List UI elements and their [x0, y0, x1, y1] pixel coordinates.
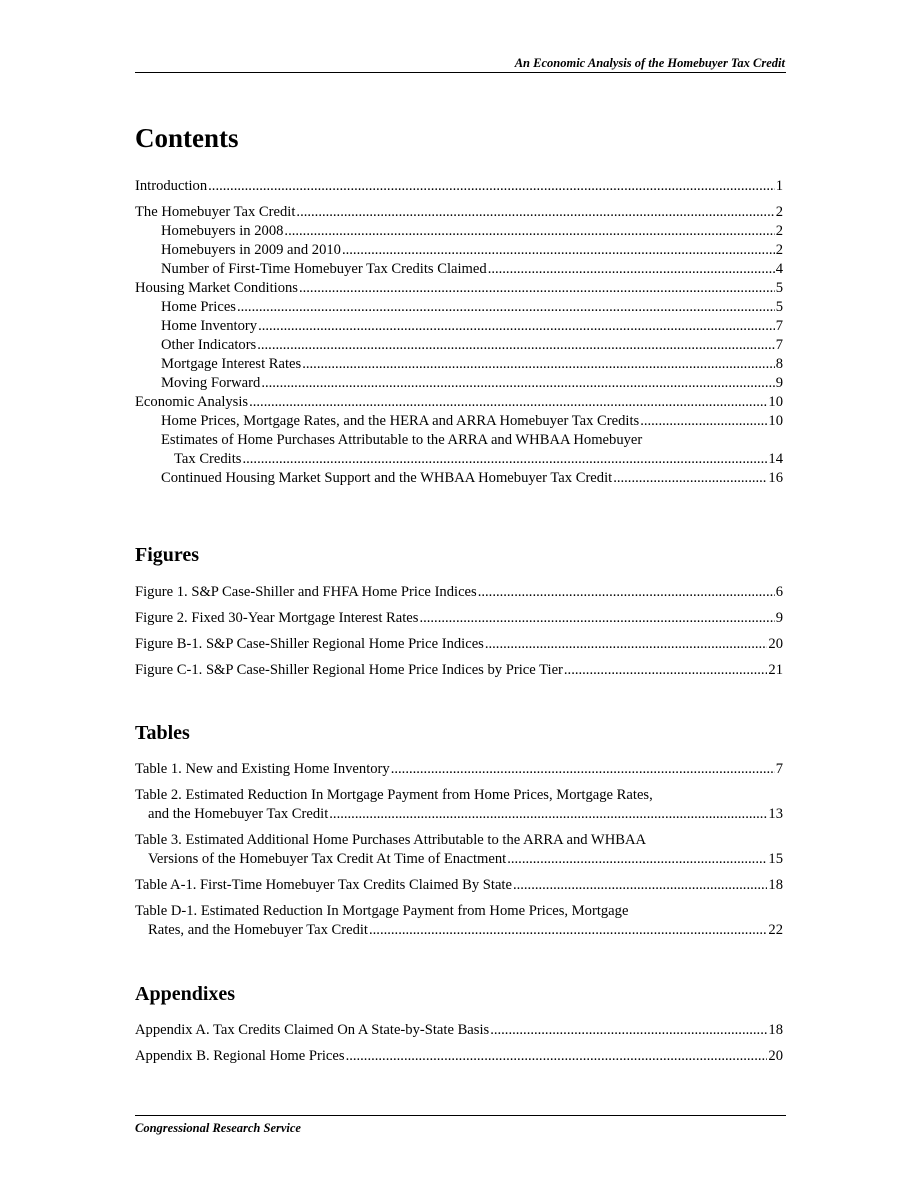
toc-page: 18 — [768, 1022, 783, 1038]
contents-heading: Contents — [135, 123, 239, 153]
toc-entry[interactable] — [135, 469, 783, 488]
toc-entry[interactable] — [135, 317, 783, 336]
leader-dots — [346, 1047, 768, 1066]
leader-dots — [296, 203, 774, 222]
toc-label: Home Prices — [161, 299, 236, 315]
leader-dots — [369, 921, 767, 940]
toc-page: 1 — [775, 178, 783, 194]
leader-dots — [513, 876, 767, 895]
leader-dots — [391, 760, 775, 779]
toc-page: 13 — [768, 806, 783, 822]
toc-label-line1: Table 3. Estimated Additional Home Purchases Attributable to the ARRA and WHBAA — [135, 832, 647, 848]
toc-page: 7 — [775, 318, 783, 334]
table-entry[interactable] — [135, 760, 783, 779]
toc-label: Figure C-1. S&P Case-Shiller Regional Home Price Indices by Price Tier — [135, 662, 563, 678]
toc-page: 10 — [768, 394, 783, 410]
toc-page: 16 — [768, 470, 783, 486]
toc-page: 20 — [768, 636, 783, 652]
toc-entry[interactable] — [135, 374, 783, 393]
toc-entry[interactable] — [135, 222, 783, 241]
contents-list — [135, 177, 783, 488]
toc-entry[interactable] — [135, 431, 783, 469]
toc-label: Homebuyers in 2009 and 2010 — [161, 242, 341, 258]
toc-label: Table A-1. First-Time Homebuyer Tax Credits Claimed By State — [135, 877, 512, 893]
table-entry[interactable] — [135, 831, 783, 869]
toc-entry[interactable] — [135, 355, 783, 374]
leader-dots — [284, 222, 774, 241]
toc-page: 7 — [775, 337, 783, 353]
toc-entry[interactable] — [135, 279, 783, 298]
toc-page: 5 — [775, 299, 783, 315]
figure-entry[interactable] — [135, 583, 783, 602]
toc-label: Figure B-1. S&P Case-Shiller Regional Home Price Indices — [135, 636, 484, 652]
toc-page: 4 — [775, 261, 783, 277]
toc-page: 9 — [775, 375, 783, 391]
table-entry[interactable] — [135, 786, 783, 824]
toc-entry[interactable] — [135, 177, 783, 196]
leader-dots — [249, 393, 767, 412]
toc-label: Continued Housing Market Support and the WHBAA Homebuyer Tax Credit — [161, 470, 613, 486]
toc-page: 15 — [768, 851, 783, 867]
toc-label: Home Prices, Mortgage Rates, and the HERA and ARRA Homebuyer Tax Credits — [161, 413, 640, 429]
toc-label-line2: Versions of the Homebuyer Tax Credit At Time of Enactment — [148, 851, 507, 867]
toc-label: Table 1. New and Existing Home Inventory — [135, 761, 390, 777]
toc-entry[interactable] — [135, 260, 783, 279]
toc-page: 18 — [768, 877, 783, 893]
toc-entry[interactable] — [135, 393, 783, 412]
toc-label-line2: and the Homebuyer Tax Credit — [148, 806, 329, 822]
toc-label: Housing Market Conditions — [135, 280, 298, 296]
leader-dots — [419, 609, 774, 628]
appendix-entry[interactable] — [135, 1021, 783, 1040]
toc-page: 7 — [775, 761, 783, 777]
leader-dots — [242, 450, 767, 469]
toc-label: Other Indicators — [161, 337, 257, 353]
leader-dots — [488, 260, 775, 279]
toc-page: 6 — [775, 584, 783, 600]
leader-dots — [237, 298, 775, 317]
leader-dots — [342, 241, 775, 260]
appendixes-list — [135, 1021, 783, 1066]
header-rule — [135, 72, 786, 73]
toc-page: 9 — [775, 610, 783, 626]
toc-label: The Homebuyer Tax Credit — [135, 204, 296, 220]
toc-page: 2 — [775, 204, 783, 220]
leader-dots — [208, 177, 775, 196]
toc-page: 2 — [775, 242, 783, 258]
toc-label-line1: Estimates of Home Purchases Attributable to the ARRA and WHBAA Homebuyer — [161, 432, 643, 448]
tables-list — [135, 760, 783, 940]
toc-label-line1: Table D-1. Estimated Reduction In Mortgage Payment from Home Prices, Mortgage — [135, 903, 629, 919]
leader-dots — [564, 661, 768, 680]
tables-heading: Tables — [135, 722, 190, 744]
toc-label-line1: Table 2. Estimated Reduction In Mortgage Payment from Home Prices, Mortgage Rates, — [135, 787, 653, 803]
toc-page: 22 — [768, 922, 783, 938]
toc-label: Mortgage Interest Rates — [161, 356, 302, 372]
figure-entry[interactable] — [135, 609, 783, 628]
figure-entry[interactable] — [135, 635, 783, 654]
figures-list — [135, 583, 783, 680]
toc-label-line2: Tax Credits — [174, 451, 242, 467]
leader-dots — [490, 1021, 767, 1040]
toc-label: Economic Analysis — [135, 394, 249, 410]
toc-label: Home Inventory — [161, 318, 258, 334]
toc-entry[interactable] — [135, 412, 783, 431]
toc-entry[interactable] — [135, 298, 783, 317]
toc-label: Appendix B. Regional Home Prices — [135, 1048, 345, 1064]
toc-page: 5 — [775, 280, 783, 296]
appendixes-heading: Appendixes — [135, 983, 236, 1005]
leader-dots — [258, 317, 775, 336]
toc-entry[interactable] — [135, 203, 783, 222]
appendix-entry[interactable] — [135, 1047, 783, 1066]
toc-page: 14 — [768, 451, 783, 467]
table-entry[interactable] — [135, 876, 783, 895]
leader-dots — [485, 635, 768, 654]
toc-label: Moving Forward — [161, 375, 261, 391]
footer-rule — [135, 1115, 786, 1116]
toc-page: 21 — [768, 662, 783, 678]
figures-heading: Figures — [135, 544, 200, 566]
leader-dots — [257, 336, 774, 355]
leader-dots — [302, 355, 774, 374]
toc-page: 10 — [768, 413, 783, 429]
leader-dots — [329, 805, 767, 824]
leader-dots — [640, 412, 767, 431]
running-header: An Economic Analysis of the Homebuyer Tax Credit — [514, 56, 785, 70]
toc-label-line2: Rates, and the Homebuyer Tax Credit — [148, 922, 368, 938]
toc-label: Appendix A. Tax Credits Claimed On A State-by-State Basis — [135, 1022, 490, 1038]
toc-page: 20 — [768, 1048, 783, 1064]
leader-dots — [478, 583, 775, 602]
toc-page: 2 — [775, 223, 783, 239]
toc-page: 8 — [775, 356, 783, 372]
leader-dots — [507, 850, 767, 869]
leader-dots — [613, 469, 767, 488]
running-footer: Congressional Research Service — [135, 1121, 301, 1135]
toc-entry[interactable] — [135, 336, 783, 355]
toc-label: Figure 2. Fixed 30-Year Mortgage Interest Rates — [135, 610, 419, 626]
toc-label: Figure 1. S&P Case-Shiller and FHFA Home Price Indices — [135, 584, 477, 600]
toc-label: Homebuyers in 2008 — [161, 223, 284, 239]
leader-dots — [261, 374, 774, 393]
table-entry[interactable] — [135, 902, 783, 940]
figure-entry[interactable] — [135, 661, 783, 680]
leader-dots — [299, 279, 775, 298]
toc-entry[interactable] — [135, 241, 783, 260]
toc-label: Introduction — [135, 178, 208, 194]
toc-label: Number of First-Time Homebuyer Tax Credits Claimed — [161, 261, 487, 277]
